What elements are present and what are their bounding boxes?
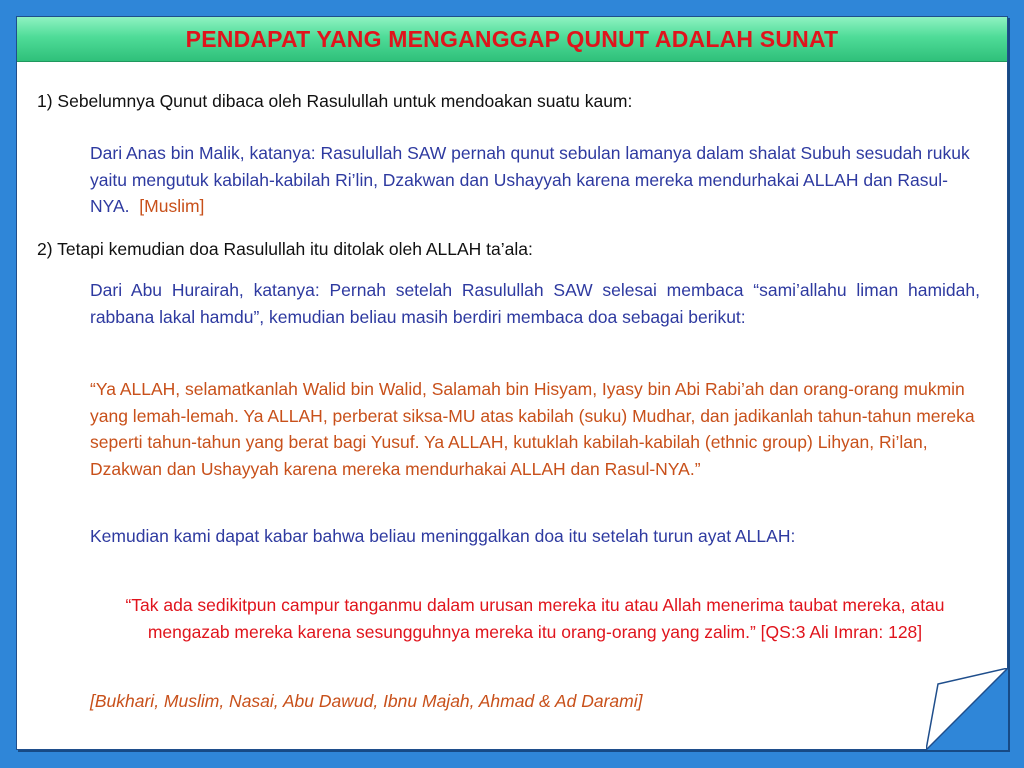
quran-verse-quote: “Tak ada sedikitpun campur tanganmu dalam urusan mereka itu atau Allah menerima taubat mereka, atau mengazab mereka karena sesungguhnya mereka itu orang-orang yang zalim.” [QS:3 Ali Imran: 128]	[125, 595, 945, 642]
hadith-1-text: Dari Anas bin Malik, katanya: Rasulullah SAW pernah qunut sebulan lamanya dalam shalat Subuh sesudah rukuk yaitu mengutuk kabilah-kabilah Ri’lin, Dzakwan dan Ushayyah karena mereka mendurhakai ALLAH dan Rasul-NYA.	[90, 143, 970, 216]
hadith-2-followup: Kemudian kami dapat kabar bahwa beliau meninggalkan doa itu setelah turun ayat ALLAH:	[90, 526, 796, 546]
point-2-text: 2) Tetapi kemudian doa Rasulullah itu ditolak oleh ALLAH ta’ala:	[37, 239, 533, 259]
hadith-2-prayer: “Ya ALLAH, selamatkanlah Walid bin Walid, Salamah bin Hisyam, Iyasy bin Abi Rabi’ah dan orang-orang mukmin yang lemah-lemah. Ya ALLAH, perberat siksa-MU atas kabilah (suku) Mudhar, dan jadikanlah tahun-tahun mereka seperti tahun-tahun yang berat bagi Yusuf. Ya ALLAH, kutuklah kabilah-kabilah (ethnic group) Lihyan, Ri’lan, Dzakwan dan Ushayyah karena mereka mendurhakai ALLAH dan Rasul-NYA.”	[90, 379, 975, 479]
hadith-1-quote	[90, 140, 980, 220]
slide-frame	[16, 16, 1008, 750]
point-1-text: 1) Sebelumnya Qunut dibaca oleh Rasulullah untuk mendoakan suatu kaum:	[37, 91, 633, 111]
page-curl-icon	[926, 668, 1008, 750]
hadith-sources: [Bukhari, Muslim, Nasai, Abu Dawud, Ibnu Majah, Ahmad & Ad Darami]	[90, 691, 643, 711]
slide-content	[17, 61, 1007, 749]
hadith-2-intro: Dari Abu Hurairah, katanya: Pernah setelah Rasulullah SAW selesai membaca “sami’allahu liman hamidah, rabbana lakal hamdu”, kemudian beliau masih berdiri membaca doa sebagai berikut:	[90, 280, 980, 327]
hadith-1-reference: [Muslim]	[139, 196, 205, 216]
title-bar	[17, 17, 1007, 62]
slide-title: PENDAPAT YANG MENGANGGAP QUNUT ADALAH SUNAT	[185, 25, 839, 52]
